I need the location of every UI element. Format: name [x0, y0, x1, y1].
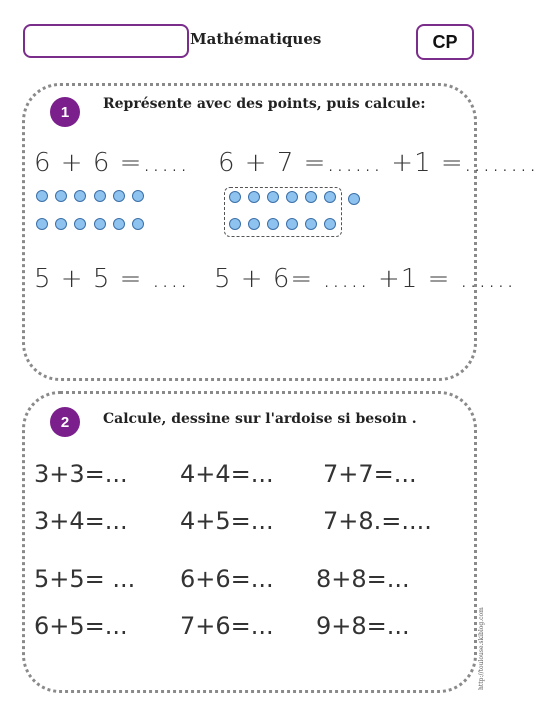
page-title: Mathématiques [190, 30, 322, 48]
exercise-1-number: 1 [50, 97, 80, 127]
equation: 6+6=... [180, 565, 274, 593]
source-credit: http://toulouse.skiblog.com [478, 607, 485, 690]
equation: 3+3=... [34, 460, 128, 488]
dot [36, 190, 48, 202]
level-badge: CP [416, 24, 474, 60]
dot [267, 218, 279, 230]
equation: 7+8.=.... [323, 507, 432, 535]
dot [74, 218, 86, 230]
dot [305, 218, 317, 230]
equation-5-plus-6: 5 + 6= ..... +1 = ...... [214, 264, 516, 294]
dot [248, 218, 260, 230]
dot [229, 218, 241, 230]
dot [55, 218, 67, 230]
equation-6-plus-6: 6 + 6 =..... [34, 148, 189, 178]
dot [113, 190, 125, 202]
equation: 3+4=... [34, 507, 128, 535]
equation: 5+5= ... [34, 565, 136, 593]
name-box[interactable] [23, 24, 189, 58]
dot [94, 218, 106, 230]
dot [113, 218, 125, 230]
dot [248, 191, 260, 203]
exercise-2-number: 2 [50, 407, 80, 437]
dot [286, 191, 298, 203]
equation-6-plus-7: 6 + 7 =...... +1 =........ [218, 148, 538, 178]
equation: 4+4=... [180, 460, 274, 488]
dot [286, 218, 298, 230]
exercise-2-panel [22, 391, 477, 693]
dot [324, 218, 336, 230]
dot [94, 190, 106, 202]
dot [132, 190, 144, 202]
equation: 7+7=... [323, 460, 417, 488]
dot [305, 191, 317, 203]
equation: 8+8=... [316, 565, 410, 593]
dot [348, 193, 360, 205]
equation: 6+5=... [34, 612, 128, 640]
equation: 4+5=... [180, 507, 274, 535]
equation-5-plus-5: 5 + 5 = .... [34, 264, 189, 294]
dot [229, 191, 241, 203]
exercise-1-instruction: Représente avec des points, puis calcule: [103, 96, 426, 112]
exercise-2-instruction: Calcule, dessine sur l'ardoise si besoin . [103, 411, 417, 427]
equation: 7+6=... [180, 612, 274, 640]
dot [267, 191, 279, 203]
equation: 9+8=... [316, 612, 410, 640]
dot [132, 218, 144, 230]
dot [55, 190, 67, 202]
dot [36, 218, 48, 230]
dot [324, 191, 336, 203]
dot [74, 190, 86, 202]
